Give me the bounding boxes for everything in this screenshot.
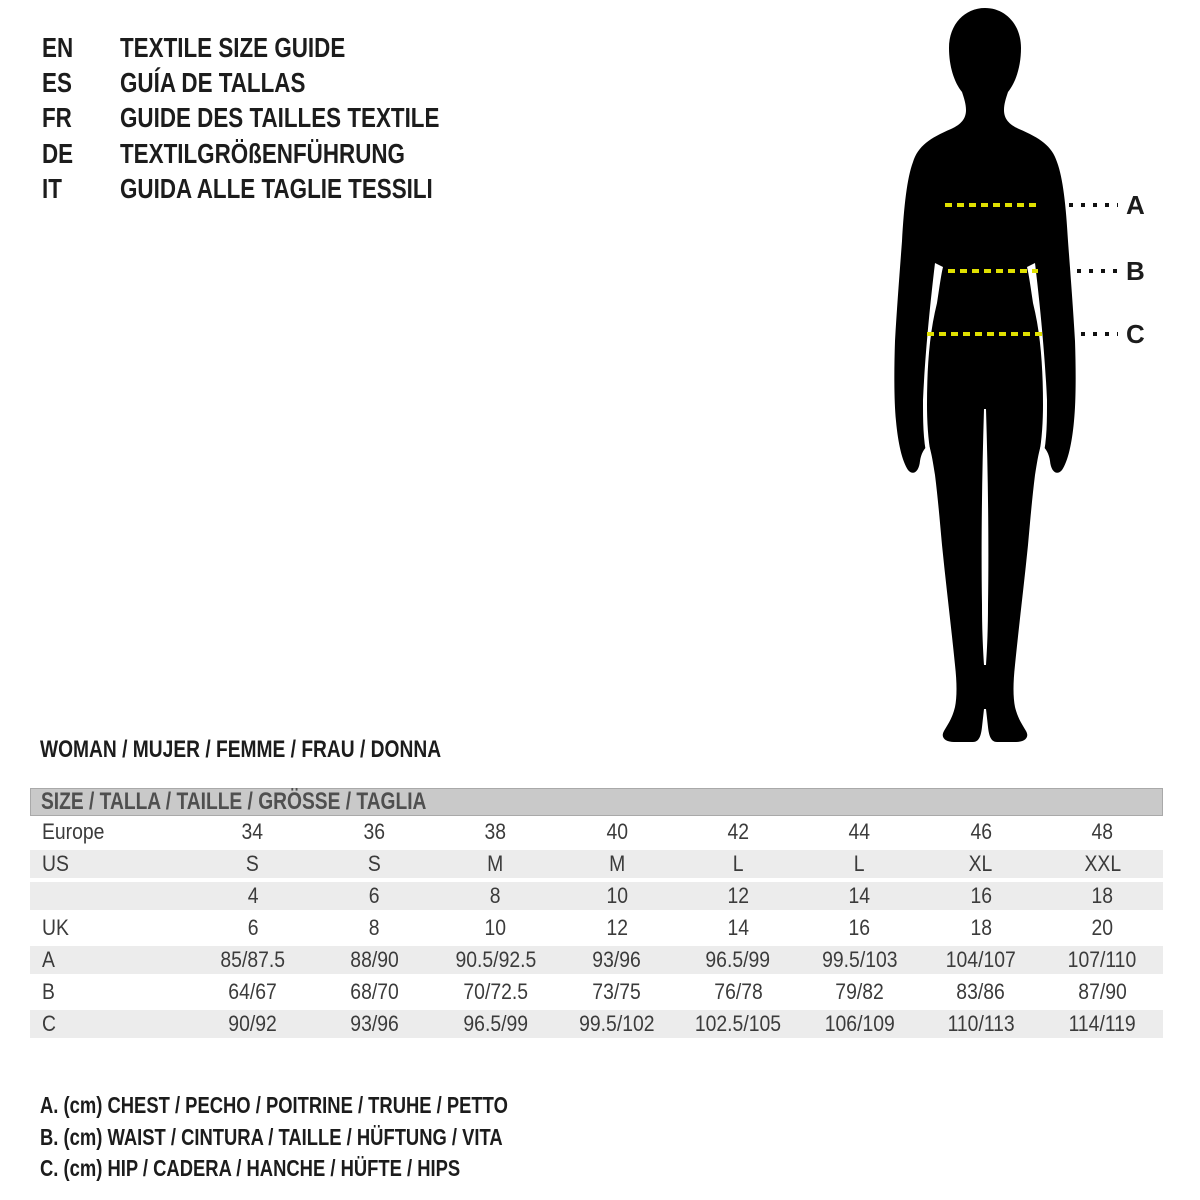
language-title: GUIDA ALLE TAGLIE TESSILI [120,173,433,205]
table-cell: XL [969,851,993,876]
table-cell: 73/75 [592,979,642,1004]
table-row-hip [30,1010,1163,1038]
row-label [30,883,192,909]
table-cell: 88/90 [349,947,399,972]
table-cell: S [367,851,381,876]
table-cell: 70/72.5 [463,979,528,1004]
table-cell: S [246,851,260,876]
table-cell: 79/82 [835,979,884,1004]
table-cell: 42 [727,819,749,844]
legend-hip: C. (cm) HIP / CADERA / HANCHE / HÜFTE / HIPS [40,1155,461,1182]
marker-label-waist: B [1126,256,1145,286]
table-cell: XXL [1084,851,1121,876]
table-cell: 16 [970,883,992,908]
table-cell: 12 [606,915,628,940]
table-cell: 68/70 [349,979,399,1004]
table-cell: 44 [848,819,871,844]
table-cell: 14 [848,883,871,908]
row-label: B [42,979,55,1004]
table-cell: 40 [606,819,628,844]
table-cell: 90/92 [228,1011,277,1036]
woman-silhouette-figure [885,5,1145,745]
row-label: C [42,1011,56,1036]
table-cell: 6 [247,915,259,940]
row-label: A [42,947,55,972]
language-row-de [42,136,519,171]
table-cell: 8 [490,883,501,908]
table-row-waist [30,978,1163,1006]
table-cell: M [608,851,625,876]
table-cell: L [732,851,744,876]
table-cell: 104/107 [945,947,1016,972]
language-row-fr [42,101,519,136]
measure-legend [40,1090,625,1185]
table-cell: 83/86 [956,979,1006,1004]
table-cell: 96.5/99 [463,1011,528,1036]
table-cell: 18 [1091,883,1114,908]
table-cell: 99.5/103 [821,947,898,972]
table-row-europe [30,818,1163,846]
language-row-en [42,30,519,65]
table-cell: 64/67 [228,979,277,1004]
language-title: TEXTILGRÖßENFÜHRUNG [120,137,405,169]
table-row-uk [30,914,1163,942]
table-cell: 34 [241,819,264,844]
table-cell: 90.5/92.5 [455,947,536,972]
row-label: US [42,851,69,876]
table-cell: 87/90 [1078,979,1127,1004]
table-cell: 102.5/105 [695,1011,782,1036]
language-code: ES [42,67,72,99]
table-cell: 10 [484,915,507,940]
table-cell: 20 [1091,915,1114,940]
table-cell: 14 [727,915,749,940]
table-cell: 12 [727,883,749,908]
size-table [30,788,1163,1042]
language-title: GUÍA DE TALLAS [120,67,306,99]
table-cell: 36 [363,819,385,844]
table-cell: L [854,851,865,876]
table-cell: 99.5/102 [579,1011,655,1036]
language-title: TEXTILE SIZE GUIDE [120,31,346,63]
table-cell: M [487,851,504,876]
table-cell: 48 [1091,819,1114,844]
table-cell: 18 [970,915,992,940]
table-row-chest [30,946,1163,974]
table-cell: 107/110 [1068,947,1137,972]
legend-waist: B. (cm) WAIST / CINTURA / TAILLE / HÜFTUNG / VITA [40,1123,503,1150]
table-cell: 76/78 [713,979,763,1004]
language-code: DE [42,137,74,169]
table-cell: 106/109 [824,1011,895,1036]
language-code: IT [42,173,62,205]
marker-label-chest: A [1126,190,1145,220]
table-cell: 93/96 [349,1011,399,1036]
table-cell: 8 [368,915,380,940]
size-table-header: SIZE / TALLA / TAILLE / GRÖSSE / TAGLIA [30,788,1163,816]
language-code: FR [42,102,72,134]
table-cell: 46 [970,819,992,844]
section-title: WOMAN / MUJER / FEMME / FRAU / DONNA [40,736,442,763]
table-cell: 114/119 [1068,1011,1136,1036]
marker-label-hip: C [1126,319,1145,349]
legend-chest: A. (cm) CHEST / PECHO / POITRINE / TRUHE / PETTO [40,1092,508,1119]
table-cell: 16 [848,915,871,940]
table-cell: 38 [484,819,507,844]
language-title-list [42,30,519,207]
table-cell: 85/87.5 [220,947,285,972]
size-table-body [30,818,1163,1038]
row-label: UK [42,915,69,940]
table-cell: 93/96 [592,947,642,972]
table-cell: 96.5/99 [705,947,771,972]
row-label: Europe [42,819,105,844]
table-cell: 110/113 [947,1011,1015,1036]
table-row-us [30,850,1163,878]
language-row-it [42,172,519,207]
language-row-es [42,65,519,100]
table-cell: 4 [247,883,259,908]
table-row-us-numeric [30,882,1163,910]
table-cell: 6 [368,883,380,908]
language-title: GUIDE DES TAILLES TEXTILE [120,102,440,134]
language-code: EN [42,31,74,63]
table-cell: 10 [606,883,628,908]
